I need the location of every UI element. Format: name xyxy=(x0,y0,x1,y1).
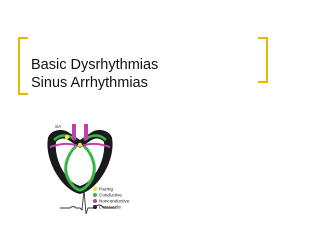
legend-swatch-conductive xyxy=(93,193,97,197)
vessel-right xyxy=(84,124,88,140)
sa-label: SA xyxy=(55,124,62,129)
legend-swatch-pacing xyxy=(93,187,97,191)
legend-label-nonconductive: Nonconductive xyxy=(99,198,130,204)
legend-label-contractile: Contractile xyxy=(99,204,121,210)
av-label: AV xyxy=(73,138,79,143)
legend xyxy=(93,187,130,210)
title-line-2: Sinus Arrhythmias xyxy=(31,75,148,91)
legend-label-conductive: Conductive xyxy=(99,192,122,198)
av-node xyxy=(78,143,82,147)
legend-label-pacing: Pacing xyxy=(99,186,114,192)
title-line-1: Basic Dysrhythmias xyxy=(31,57,159,73)
legend-swatch-nonconductive xyxy=(93,199,97,203)
sa-node xyxy=(65,135,69,139)
